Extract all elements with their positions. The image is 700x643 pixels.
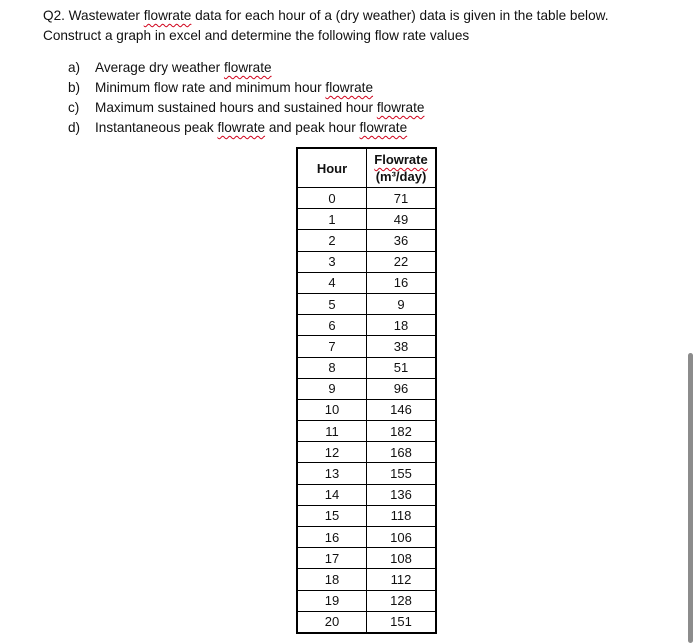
part-text: Maximum sustained hours and sustained hour	[95, 100, 377, 115]
flowrate-cell: 18	[367, 315, 437, 336]
flowrate-cell: 49	[367, 209, 437, 230]
flowrate-cell: 136	[367, 484, 437, 505]
flowrate-cell: 71	[367, 188, 437, 209]
hour-cell: 1	[297, 209, 367, 230]
part-marker: d)	[68, 120, 81, 135]
table-header-row	[297, 148, 436, 188]
header-hour: Hour	[297, 148, 367, 188]
hour-cell: 20	[297, 611, 367, 633]
spellcheck-word: flowrate	[143, 8, 192, 23]
hour-cell: 10	[297, 399, 367, 420]
table-row	[297, 336, 436, 357]
table-row	[297, 505, 436, 526]
table-row	[297, 484, 436, 505]
flowrate-cell: 112	[367, 569, 437, 590]
part-text: Instantaneous peak	[95, 120, 218, 135]
hour-cell: 16	[297, 527, 367, 548]
table-row	[297, 463, 436, 484]
hour-cell: 19	[297, 590, 367, 611]
flowrate-cell: 146	[367, 399, 437, 420]
flowrate-cell: 151	[367, 611, 437, 633]
spellcheck-word: flowrate	[223, 60, 272, 75]
hour-cell: 5	[297, 293, 367, 314]
table-row	[297, 442, 436, 463]
question-part	[68, 78, 683, 98]
table-row	[297, 590, 436, 611]
flowrate-cell: 168	[367, 442, 437, 463]
hour-cell: 13	[297, 463, 367, 484]
table-row	[297, 357, 436, 378]
flowrate-table	[296, 147, 437, 634]
hour-cell: 3	[297, 251, 367, 272]
header-flowrate	[367, 148, 437, 188]
table-row	[297, 272, 436, 293]
question-block	[43, 6, 683, 138]
spellcheck-word: flowrate	[325, 80, 374, 95]
hour-cell: 8	[297, 357, 367, 378]
header-flowrate-title: Flowrate	[374, 152, 428, 167]
hour-cell: 12	[297, 442, 367, 463]
hour-cell: 11	[297, 421, 367, 442]
question-line-1	[43, 6, 683, 26]
flowrate-cell: 118	[367, 505, 437, 526]
hour-cell: 4	[297, 272, 367, 293]
question-text: Q2. Wastewater	[43, 8, 144, 23]
part-text: Average dry weather	[95, 60, 224, 75]
part-text: Minimum flow rate and minimum hour	[95, 80, 326, 95]
hour-cell: 0	[297, 188, 367, 209]
flowrate-cell: 36	[367, 230, 437, 251]
table-row	[297, 293, 436, 314]
question-part	[68, 58, 683, 78]
spellcheck-word: flowrate	[376, 100, 425, 115]
question-line-2: Construct a graph in excel and determine the following flow rate values	[43, 28, 470, 43]
flowrate-cell: 38	[367, 336, 437, 357]
hour-cell: 6	[297, 315, 367, 336]
table-row	[297, 569, 436, 590]
flowrate-cell: 96	[367, 378, 437, 399]
flowrate-cell: 16	[367, 272, 437, 293]
part-marker: a)	[68, 60, 81, 75]
flowrate-cell: 155	[367, 463, 437, 484]
table-row	[297, 611, 436, 633]
spellcheck-word: flowrate	[359, 120, 408, 135]
question-parts-list	[43, 58, 683, 138]
table-row	[297, 378, 436, 399]
table-row	[297, 188, 436, 209]
hour-cell: 2	[297, 230, 367, 251]
part-text: and peak hour	[265, 120, 360, 135]
header-flowrate-unit: (m³/day)	[375, 169, 427, 184]
flowrate-cell: 108	[367, 548, 437, 569]
table-row	[297, 421, 436, 442]
flowrate-cell: 22	[367, 251, 437, 272]
part-marker: c)	[68, 100, 80, 115]
spellcheck-word: flowrate	[217, 120, 266, 135]
vertical-scrollbar[interactable]	[688, 353, 693, 643]
question-part	[68, 98, 683, 118]
question-text: data for each hour of a (dry weather) data is given in the table below.	[191, 8, 609, 23]
question-part	[68, 118, 683, 138]
table-row	[297, 527, 436, 548]
hour-cell: 9	[297, 378, 367, 399]
table-row	[297, 230, 436, 251]
hour-cell: 15	[297, 505, 367, 526]
table-row	[297, 315, 436, 336]
table-row	[297, 548, 436, 569]
part-marker: b)	[68, 80, 81, 95]
flowrate-cell: 182	[367, 421, 437, 442]
flowrate-cell: 128	[367, 590, 437, 611]
flowrate-cell: 9	[367, 293, 437, 314]
table-row	[297, 209, 436, 230]
hour-cell: 14	[297, 484, 367, 505]
hour-cell: 7	[297, 336, 367, 357]
table-row	[297, 399, 436, 420]
hour-cell: 18	[297, 569, 367, 590]
flowrate-cell: 106	[367, 527, 437, 548]
flowrate-cell: 51	[367, 357, 437, 378]
table-row	[297, 251, 436, 272]
hour-cell: 17	[297, 548, 367, 569]
